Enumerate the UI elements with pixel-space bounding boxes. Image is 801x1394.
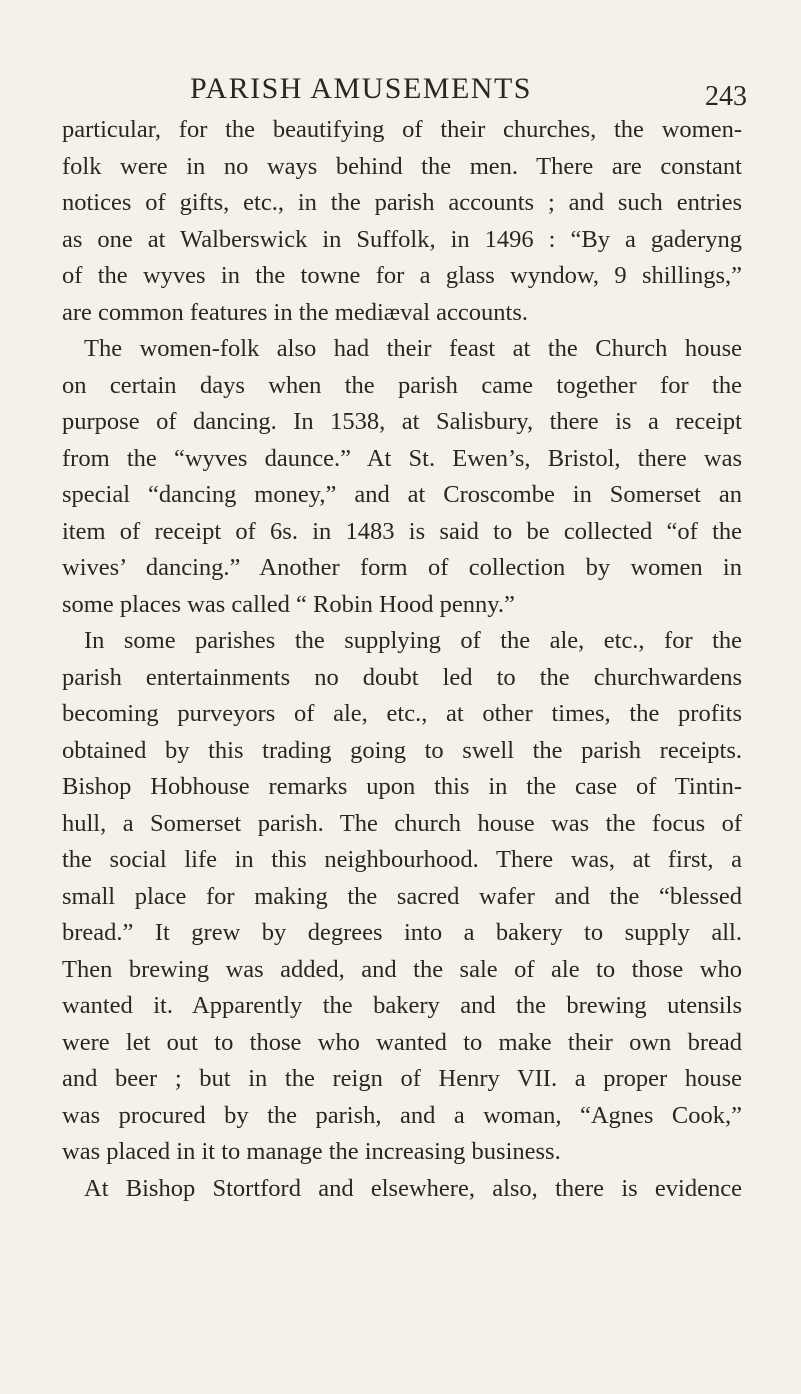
text-line: parish entertainments no doubt led to the churchwardens: [62, 663, 742, 691]
text-line: particular, for the beautifying of their churches, the women-: [62, 116, 742, 143]
text-line: hull, a Somerset parish. The church house was the focus of: [62, 809, 742, 837]
text-line: In some parishes the supplying of the ale, etc., for the: [84, 627, 742, 654]
text-line: was placed in it to manage the increasing business.: [62, 1138, 561, 1165]
text-line: folk were in no ways behind the men. There are constant: [62, 152, 742, 180]
text-line: Bishop Hobhouse remarks upon this in the case of Tintin-: [62, 773, 742, 800]
text-line: were let out to those who wanted to make their own bread: [62, 1028, 742, 1056]
text-line: obtained by this trading going to swell the parish receipts.: [62, 736, 742, 764]
body-text: [62, 112, 742, 1207]
text-line: some places was called “ Robin Hood penny.”: [62, 590, 515, 618]
text-line: the social life in this neighbourhood. There was, at first, a: [62, 846, 742, 873]
text-line: special “dancing money,” and at Croscombe in Somerset an: [62, 481, 742, 508]
text-line: on certain days when the parish came together for the: [62, 371, 742, 399]
text-line: was procured by the parish, and a woman, “Agnes Cook,”: [62, 1101, 742, 1129]
text-line: as one at Walberswick in Suffolk, in 1496 : “By a gaderyng: [62, 225, 742, 253]
text-line: item of receipt of 6s. in 1483 is said to be collected “of the: [62, 517, 742, 545]
text-line: Then brewing was added, and the sale of ale to those who: [62, 955, 742, 983]
running-head-title: PARISH AMUSEMENTS: [190, 72, 532, 105]
text-line: wives’ dancing.” Another form of collection by women in: [62, 554, 742, 581]
text-line: from the “wyves daunce.” At St. Ewen’s, Bristol, there was: [62, 444, 742, 472]
text-line: and beer ; but in the reign of Henry VII. a proper house: [62, 1065, 742, 1092]
text-line: The women-folk also had their feast at the Church house: [84, 335, 742, 362]
text-line: are common features in the mediæval accounts.: [62, 298, 529, 326]
text-line: wanted it. Apparently the bakery and the brewing utensils: [62, 992, 742, 1019]
text-line: bread.” It grew by degrees into a bakery to supply all.: [62, 919, 742, 946]
text-line: notices of gifts, etc., in the parish accounts ; and such entries: [62, 189, 742, 216]
page-number: 243: [705, 81, 747, 112]
running-head: [0, 72, 801, 112]
text-line: small place for making the sacred wafer and the “blessed: [62, 882, 742, 910]
text-line: of the wyves in the towne for a glass wyndow, 9 shillings,”: [62, 262, 742, 289]
text-line: At Bishop Stortford and elsewhere, also, there is evidence: [84, 1174, 742, 1202]
text-line: purpose of dancing. In 1538, at Salisbury, there is a receipt: [62, 408, 742, 435]
text-line: becoming purveyors of ale, etc., at other times, the profits: [62, 700, 742, 727]
